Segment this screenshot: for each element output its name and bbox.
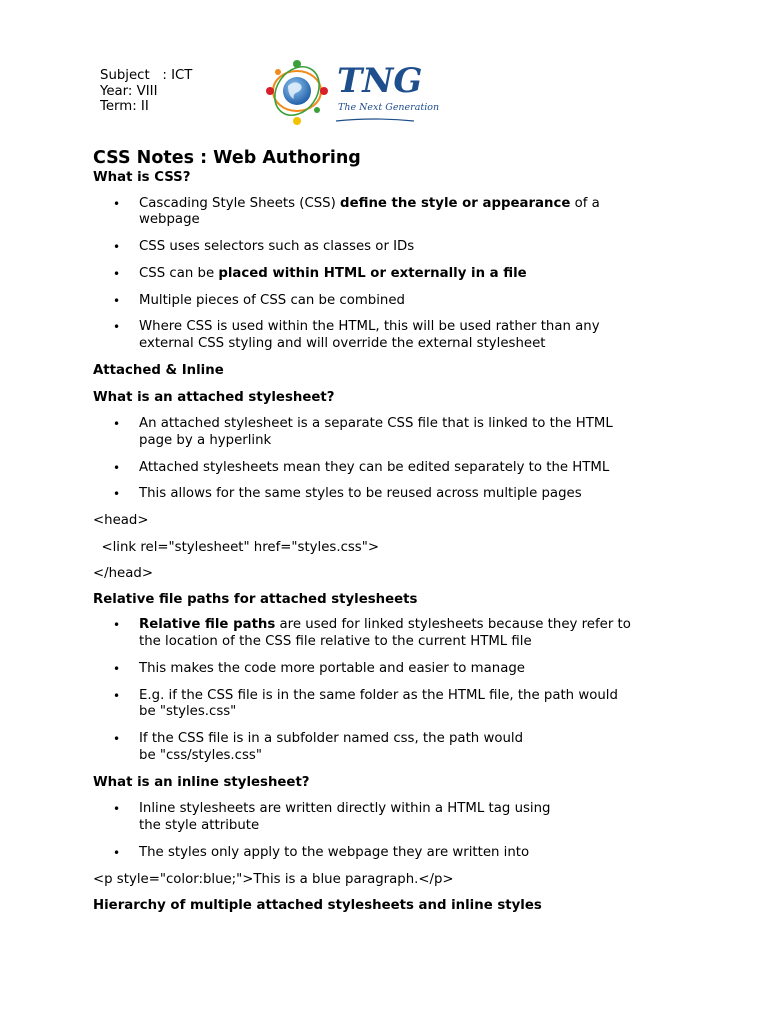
relative-paths-list [93,617,683,765]
document-body [93,148,683,915]
tng-logo [264,58,440,130]
code-line: <p style="color:blue;">This is a blue paragraph.</p> [93,871,454,887]
page-title: CSS Notes : Web Authoring [93,148,361,168]
list-item: • If the CSS file is in a subfolder named css, the path would be "css/styles.css" [93,731,683,765]
document-meta [100,68,192,115]
what-is-css-list [93,196,683,354]
heading-what-is-css: What is CSS? [93,170,191,185]
code-line: <link rel="stylesheet" href="styles.css"> [93,539,379,555]
list-item: • CSS uses selectors such as classes or IDs [93,239,683,256]
globe-icon [266,58,329,125]
list-item: • This allows for the same styles to be reused across multiple pages [93,486,683,503]
inline-stylesheet-list [93,801,683,861]
heading-inline-stylesheet: What is an inline stylesheet? [93,774,310,790]
list-item: • An attached stylesheet is a separate CSS file that is linked to the HTML page by a hyperlink [93,416,683,450]
list-item: • The styles only apply to the webpage they are written into [93,845,683,862]
term-line: Term: II [100,99,149,114]
code-line: <head> [93,513,149,529]
subject-line: Subject : ICT [100,68,193,83]
attached-stylesheet-list [93,416,683,503]
logo-text: TNG [337,61,423,101]
logo-underline [336,119,414,121]
heading-relative-file-paths: Relative file paths for attached stylesheets [93,591,418,607]
list-item: • Attached stylesheets mean they can be edited separately to the HTML [93,460,683,477]
list-item: • Where CSS is used within the HTML, this will be used rather than any external CSS styling and will override the external stylesheet [93,319,683,353]
list-item: • Cascading Style Sheets (CSS) define the style or appearance of a webpage [93,196,683,230]
list-item: • E.g. if the CSS file is in the same folder as the HTML file, the path would be "styles.css" [93,688,683,722]
list-item: • CSS can be placed within HTML or externally in a file [93,266,683,283]
list-item: • This makes the code more portable and easier to manage [93,661,683,678]
list-item: • Inline stylesheets are written directly within a HTML tag using the style attribute [93,801,683,835]
heading-hierarchy: Hierarchy of multiple attached stylesheets and inline styles [93,898,542,914]
heading-attached-stylesheet: What is an attached stylesheet? [93,389,335,405]
code-line: </head> [93,566,153,582]
tng-logo-graphic [264,58,440,130]
heading-attached-inline: Attached & Inline [93,363,224,379]
list-item: • Multiple pieces of CSS can be combined [93,293,683,310]
list-item: • Relative file paths are used for linked stylesheets because they refer to the location of the CSS file relative to the current HTML file [93,617,683,651]
year-line: Year: VIII [100,83,158,99]
logo-tagline: The Next Generation [338,102,440,113]
